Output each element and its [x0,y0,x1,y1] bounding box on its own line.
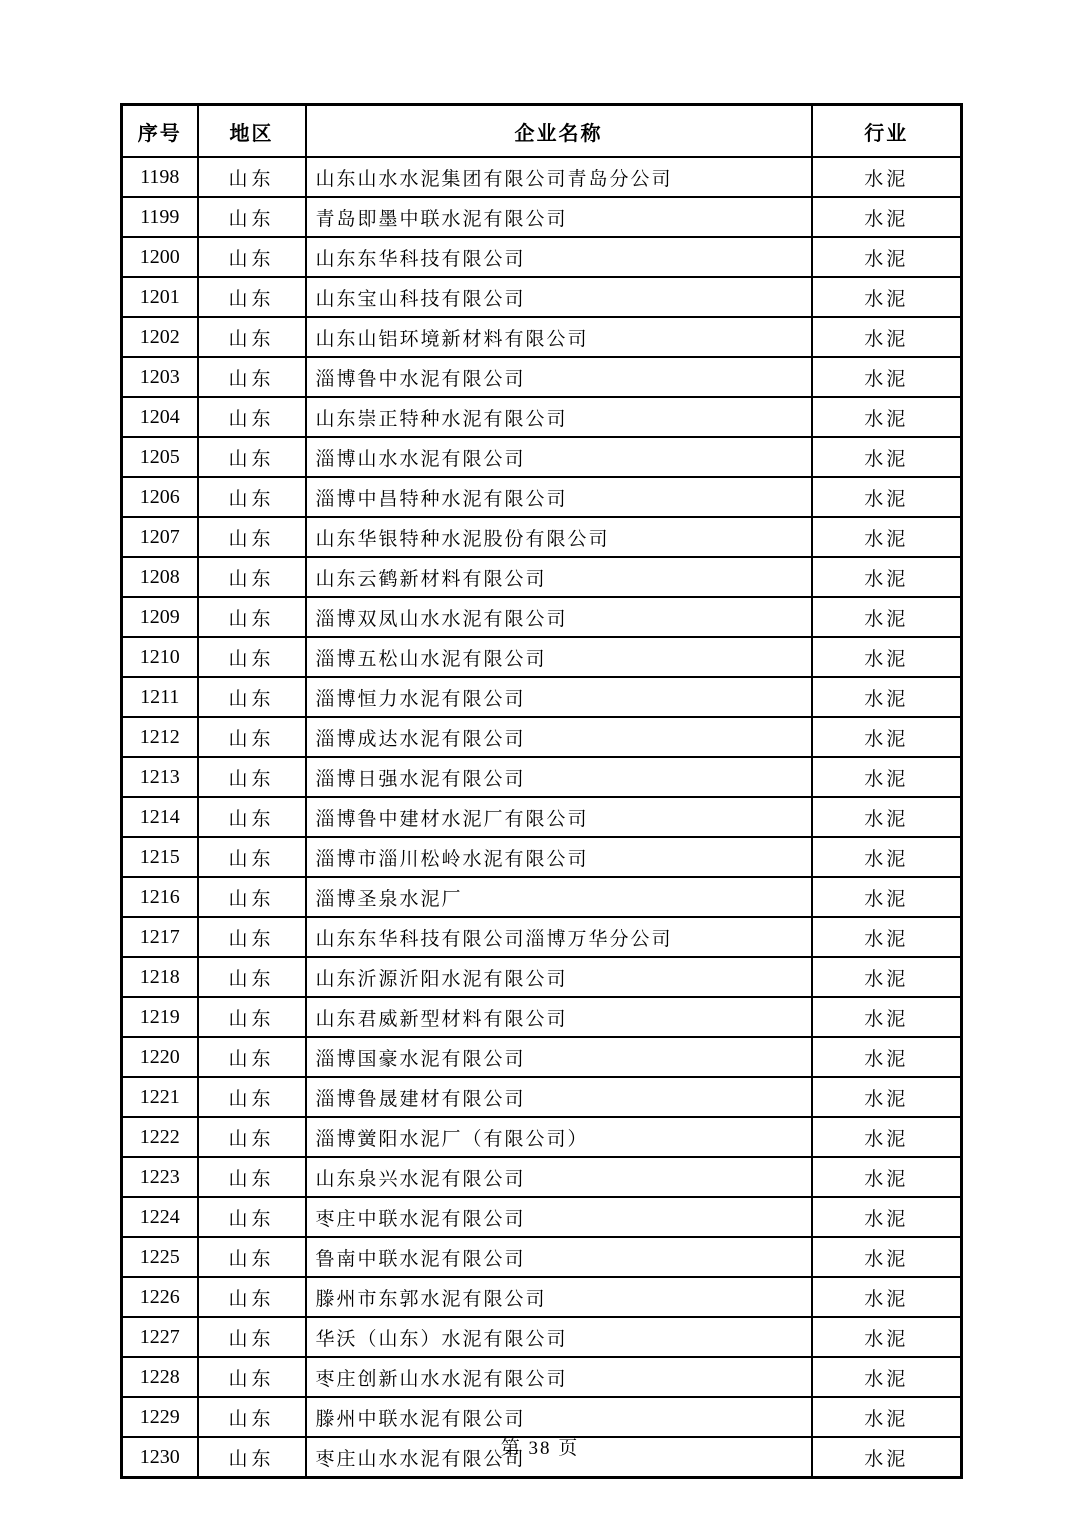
industry-cell: 水泥 [812,1117,962,1157]
industry-cell: 水泥 [812,1437,962,1478]
industry-cell: 水泥 [812,197,962,237]
header-serial: 序号 [122,105,198,158]
header-row [122,105,962,158]
region-cell: 山东 [198,1197,306,1237]
serial-cell: 1228 [122,1357,198,1397]
serial-cell: 1199 [122,197,198,237]
serial-cell: 1221 [122,1077,198,1117]
company-cell: 淄博鲁中建材水泥厂有限公司 [306,797,812,837]
industry-cell: 水泥 [812,957,962,997]
region-cell: 山东 [198,917,306,957]
serial-cell: 1229 [122,1397,198,1437]
region-cell: 山东 [198,317,306,357]
table-row [122,1237,962,1277]
serial-cell: 1217 [122,917,198,957]
table-row [122,797,962,837]
serial-cell: 1226 [122,1277,198,1317]
company-cell: 山东宝山科技有限公司 [306,277,812,317]
region-cell: 山东 [198,1117,306,1157]
table-row [122,637,962,677]
serial-cell: 1201 [122,277,198,317]
industry-cell: 水泥 [812,1077,962,1117]
industry-cell: 水泥 [812,237,962,277]
serial-cell: 1214 [122,797,198,837]
serial-cell: 1198 [122,157,198,197]
region-cell: 山东 [198,1437,306,1478]
table-row [122,317,962,357]
industry-cell: 水泥 [812,877,962,917]
industry-cell: 水泥 [812,1397,962,1437]
company-cell: 淄博黉阳水泥厂（有限公司） [306,1117,812,1157]
table-row [122,677,962,717]
company-cell: 淄博成达水泥有限公司 [306,717,812,757]
company-cell: 淄博五松山水泥有限公司 [306,637,812,677]
serial-cell: 1212 [122,717,198,757]
company-cell: 淄博圣泉水泥厂 [306,877,812,917]
table-row [122,517,962,557]
table-row [122,357,962,397]
region-cell: 山东 [198,557,306,597]
company-cell: 淄博鲁中水泥有限公司 [306,357,812,397]
industry-cell: 水泥 [812,1037,962,1077]
header-region: 地区 [198,105,306,158]
company-cell: 山东崇正特种水泥有限公司 [306,397,812,437]
table-row [122,557,962,597]
industry-cell: 水泥 [812,157,962,197]
region-cell: 山东 [198,1317,306,1357]
company-cell: 青岛即墨中联水泥有限公司 [306,197,812,237]
region-cell: 山东 [198,517,306,557]
region-cell: 山东 [198,797,306,837]
industry-cell: 水泥 [812,1157,962,1197]
company-cell: 滕州市东郭水泥有限公司 [306,1277,812,1317]
company-cell: 华沃（山东）水泥有限公司 [306,1317,812,1357]
serial-cell: 1210 [122,637,198,677]
industry-cell: 水泥 [812,1317,962,1357]
table-row [122,1277,962,1317]
company-cell: 山东山水水泥集团有限公司青岛分公司 [306,157,812,197]
region-cell: 山东 [198,757,306,797]
region-cell: 山东 [198,157,306,197]
company-cell: 山东华银特种水泥股份有限公司 [306,517,812,557]
company-cell: 枣庄中联水泥有限公司 [306,1197,812,1237]
region-cell: 山东 [198,1237,306,1277]
region-cell: 山东 [198,1157,306,1197]
region-cell: 山东 [198,877,306,917]
region-cell: 山东 [198,357,306,397]
region-cell: 山东 [198,197,306,237]
serial-cell: 1220 [122,1037,198,1077]
region-cell: 山东 [198,277,306,317]
serial-cell: 1203 [122,357,198,397]
serial-cell: 1213 [122,757,198,797]
industry-cell: 水泥 [812,397,962,437]
region-cell: 山东 [198,397,306,437]
serial-cell: 1207 [122,517,198,557]
serial-cell: 1224 [122,1197,198,1237]
company-cell: 淄博市淄川松岭水泥有限公司 [306,837,812,877]
company-cell: 枣庄创新山水水泥有限公司 [306,1357,812,1397]
industry-cell: 水泥 [812,917,962,957]
serial-cell: 1200 [122,237,198,277]
serial-cell: 1219 [122,997,198,1037]
region-cell: 山东 [198,477,306,517]
region-cell: 山东 [198,957,306,997]
industry-cell: 水泥 [812,717,962,757]
company-cell: 山东君威新型材料有限公司 [306,997,812,1037]
industry-cell: 水泥 [812,797,962,837]
company-table [120,103,963,1479]
table-body [122,157,962,1478]
table-row [122,957,962,997]
region-cell: 山东 [198,237,306,277]
region-cell: 山东 [198,1037,306,1077]
serial-cell: 1208 [122,557,198,597]
table-row [122,1157,962,1197]
table-row [122,997,962,1037]
serial-cell: 1223 [122,1157,198,1197]
company-cell: 枣庄山水水泥有限公司 [306,1437,812,1478]
company-cell: 淄博鲁晟建材有限公司 [306,1077,812,1117]
serial-cell: 1209 [122,597,198,637]
table-row [122,397,962,437]
company-cell: 山东泉兴水泥有限公司 [306,1157,812,1197]
industry-cell: 水泥 [812,317,962,357]
table-row [122,1397,962,1437]
company-cell: 淄博中昌特种水泥有限公司 [306,477,812,517]
industry-cell: 水泥 [812,1357,962,1397]
company-cell: 山东东华科技有限公司 [306,237,812,277]
table-row [122,1037,962,1077]
industry-cell: 水泥 [812,1277,962,1317]
company-cell: 山东云鹤新材料有限公司 [306,557,812,597]
industry-cell: 水泥 [812,437,962,477]
table-row [122,1077,962,1117]
serial-cell: 1215 [122,837,198,877]
industry-cell: 水泥 [812,757,962,797]
industry-cell: 水泥 [812,477,962,517]
industry-cell: 水泥 [812,1197,962,1237]
region-cell: 山东 [198,1277,306,1317]
table-row [122,1357,962,1397]
table-row [122,237,962,277]
table-row [122,1117,962,1157]
serial-cell: 1216 [122,877,198,917]
company-cell: 山东沂源沂阳水泥有限公司 [306,957,812,997]
serial-cell: 1218 [122,957,198,997]
table-row [122,877,962,917]
table-row [122,197,962,237]
table-row [122,437,962,477]
company-cell: 淄博恒力水泥有限公司 [306,677,812,717]
header-company: 企业名称 [306,105,812,158]
region-cell: 山东 [198,677,306,717]
serial-cell: 1211 [122,677,198,717]
industry-cell: 水泥 [812,677,962,717]
serial-cell: 1202 [122,317,198,357]
region-cell: 山东 [198,997,306,1037]
serial-cell: 1222 [122,1117,198,1157]
region-cell: 山东 [198,1357,306,1397]
industry-cell: 水泥 [812,997,962,1037]
company-cell: 鲁南中联水泥有限公司 [306,1237,812,1277]
industry-cell: 水泥 [812,517,962,557]
region-cell: 山东 [198,597,306,637]
region-cell: 山东 [198,1397,306,1437]
table-row [122,477,962,517]
industry-cell: 水泥 [812,597,962,637]
serial-cell: 1227 [122,1317,198,1357]
industry-cell: 水泥 [812,1237,962,1277]
region-cell: 山东 [198,437,306,477]
serial-cell: 1230 [122,1437,198,1478]
table-row [122,717,962,757]
table-row [122,757,962,797]
serial-cell: 1204 [122,397,198,437]
table-header [122,105,962,158]
header-industry: 行业 [812,105,962,158]
table-row [122,277,962,317]
serial-cell: 1206 [122,477,198,517]
company-cell: 淄博国豪水泥有限公司 [306,1037,812,1077]
table-row [122,157,962,197]
region-cell: 山东 [198,837,306,877]
company-cell: 山东东华科技有限公司淄博万华分公司 [306,917,812,957]
company-cell: 淄博双凤山水水泥有限公司 [306,597,812,637]
industry-cell: 水泥 [812,637,962,677]
table-row [122,917,962,957]
table-row [122,597,962,637]
table-row [122,1197,962,1237]
region-cell: 山东 [198,637,306,677]
region-cell: 山东 [198,717,306,757]
serial-cell: 1225 [122,1237,198,1277]
table-row [122,1317,962,1357]
page-footer: 第 38 页 [500,1438,580,1459]
company-cell: 淄博山水水泥有限公司 [306,437,812,477]
company-cell: 滕州中联水泥有限公司 [306,1397,812,1437]
industry-cell: 水泥 [812,557,962,597]
industry-cell: 水泥 [812,837,962,877]
industry-cell: 水泥 [812,357,962,397]
table-row [122,837,962,877]
company-cell: 山东山铝环境新材料有限公司 [306,317,812,357]
serial-cell: 1205 [122,437,198,477]
company-cell: 淄博日强水泥有限公司 [306,757,812,797]
industry-cell: 水泥 [812,277,962,317]
region-cell: 山东 [198,1077,306,1117]
